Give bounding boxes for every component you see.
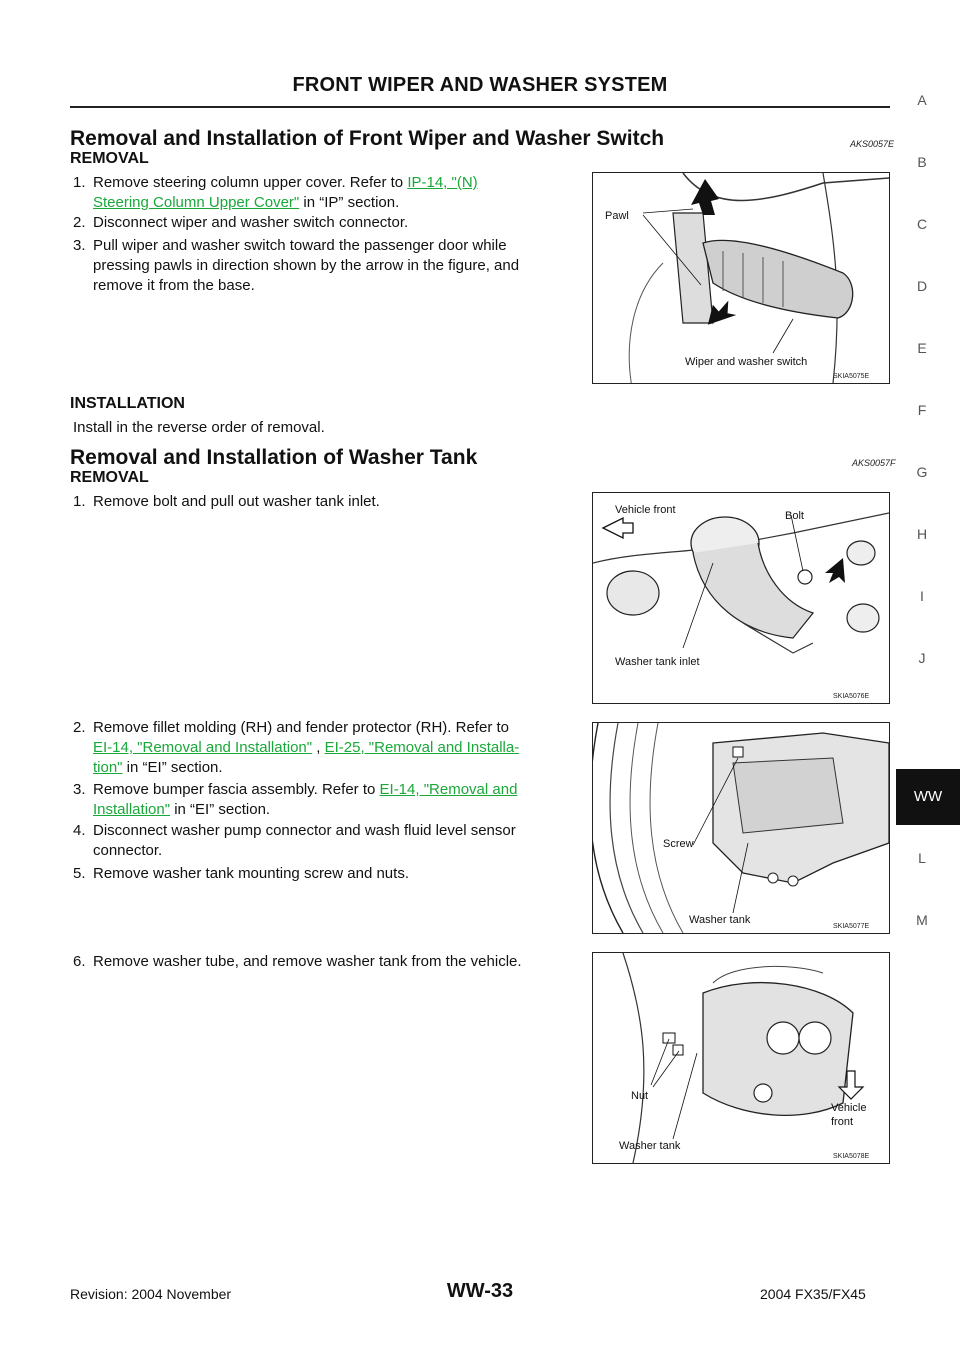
washer-tank-nut-illustration bbox=[593, 953, 889, 1163]
section-code: AKS0057E bbox=[850, 139, 895, 149]
footer-revision: Revision: 2004 November bbox=[70, 1286, 232, 1302]
label-screw: Screw bbox=[663, 838, 694, 850]
label-bolt: Bolt bbox=[785, 510, 804, 522]
side-index-j[interactable]: J bbox=[918, 650, 926, 666]
step-4: 4. Disconnect washer pump connector and wash fluid level sensor connector. bbox=[73, 822, 516, 859]
link-ip-14[interactable]: IP-14, "(N) bbox=[407, 174, 478, 191]
side-index-b[interactable]: B bbox=[917, 154, 927, 170]
page-number: WW-33 bbox=[446, 1280, 514, 1302]
label-vehicle: Vehicle bbox=[831, 1102, 867, 1114]
link-ei-14[interactable]: EI-14, "Removal and Installation" bbox=[93, 739, 313, 756]
side-index-e[interactable]: E bbox=[917, 340, 927, 356]
step-6: 6. Remove washer tube, and remove washer tank from the vehicle. bbox=[73, 953, 522, 970]
side-index-d[interactable]: D bbox=[916, 278, 928, 294]
installation-text: Install in the reverse order of removal. bbox=[73, 419, 325, 436]
label-pawl: Pawl bbox=[605, 210, 629, 222]
link-ei-25-cont[interactable]: tion" bbox=[93, 759, 123, 776]
side-index-l[interactable]: L bbox=[918, 850, 926, 866]
step-5: 5. Remove washer tank mounting screw and nuts. bbox=[73, 865, 409, 882]
label-washer-tank-inlet: Washer tank inlet bbox=[615, 656, 700, 668]
figure-wiper-switch bbox=[592, 172, 890, 384]
figure-code: SKIA5077E bbox=[833, 923, 870, 930]
figure-code: SKIA5076E bbox=[833, 693, 870, 700]
side-index-ww-tab[interactable]: WW bbox=[896, 769, 960, 825]
side-index-g[interactable]: G bbox=[916, 464, 928, 480]
label-washer-tank: Washer tank bbox=[689, 914, 751, 926]
label-washer-tank: Washer tank bbox=[619, 1140, 681, 1152]
step-2: 2. Disconnect wiper and washer switch connector. bbox=[73, 214, 409, 231]
installation-heading: INSTALLATION bbox=[70, 395, 185, 412]
step-2: 2. Remove fillet molding (RH) and fender protector (RH). Refer to EI-14, "Removal and Installation" , EI-25, "Removal and Installa- tion" in “EI” section. bbox=[73, 719, 520, 776]
side-index-h[interactable]: H bbox=[916, 526, 928, 542]
figure-washer-inlet bbox=[592, 492, 890, 704]
page-header: FRONT WIPER AND WASHER SYSTEM bbox=[292, 74, 668, 96]
side-index-m[interactable]: M bbox=[916, 912, 928, 928]
side-index-a[interactable]: A bbox=[917, 92, 927, 108]
figure-code: SKIA5075E bbox=[833, 373, 870, 380]
step-3: 3. Pull wiper and washer switch toward the passenger door while pressing pawls in direction shown by the arrow in the figure, and remove it from the base. bbox=[73, 237, 520, 294]
side-index-i[interactable]: I bbox=[920, 588, 924, 604]
washer-tank-illustration bbox=[593, 723, 889, 933]
side-index-f[interactable]: F bbox=[917, 402, 927, 418]
link-ei-25[interactable]: EI-25, "Removal and Installa- bbox=[324, 739, 520, 756]
section-code: AKS0057F bbox=[852, 458, 896, 468]
label-vehicle-front: Vehicle front bbox=[615, 504, 676, 516]
link-ei-14-bumper[interactable]: EI-14, "Removal and bbox=[379, 781, 518, 798]
washer-inlet-illustration bbox=[593, 493, 889, 703]
figure-washer-tank-screw bbox=[592, 722, 890, 934]
label-nut: Nut bbox=[631, 1090, 649, 1102]
header-rule bbox=[70, 106, 890, 108]
link-ip-14-cont[interactable]: Steering Column Upper Cover" bbox=[93, 194, 300, 211]
removal-heading: REMOVAL bbox=[70, 150, 149, 167]
step-1: 1. Remove bolt and pull out washer tank inlet. bbox=[73, 493, 380, 510]
figure-code: SKIA5078E bbox=[833, 1153, 870, 1160]
wiper-switch-illustration bbox=[593, 173, 889, 383]
figure-washer-tank-nut bbox=[592, 952, 890, 1164]
step-1: 1. Remove steering column upper cover. Refer to IP-14, "(N) Steering Column Upper Cover" in “IP” section. bbox=[73, 174, 478, 211]
removal-heading: REMOVAL bbox=[70, 469, 149, 486]
step-3: 3. Remove bumper fascia assembly. Refer to EI-14, "Removal and Installation" in “EI” section. bbox=[73, 781, 518, 818]
link-ei-14-bumper-cont[interactable]: Installation" bbox=[93, 801, 171, 818]
side-index-c[interactable]: C bbox=[916, 216, 928, 232]
section-title: Removal and Installation of Washer Tank bbox=[70, 446, 478, 469]
label-front: front bbox=[831, 1116, 854, 1128]
footer-model: 2004 FX35/FX45 bbox=[760, 1286, 866, 1302]
section-title: Removal and Installation of Front Wiper and Washer Switch bbox=[70, 127, 665, 150]
label-wiper-switch: Wiper and washer switch bbox=[685, 356, 808, 368]
